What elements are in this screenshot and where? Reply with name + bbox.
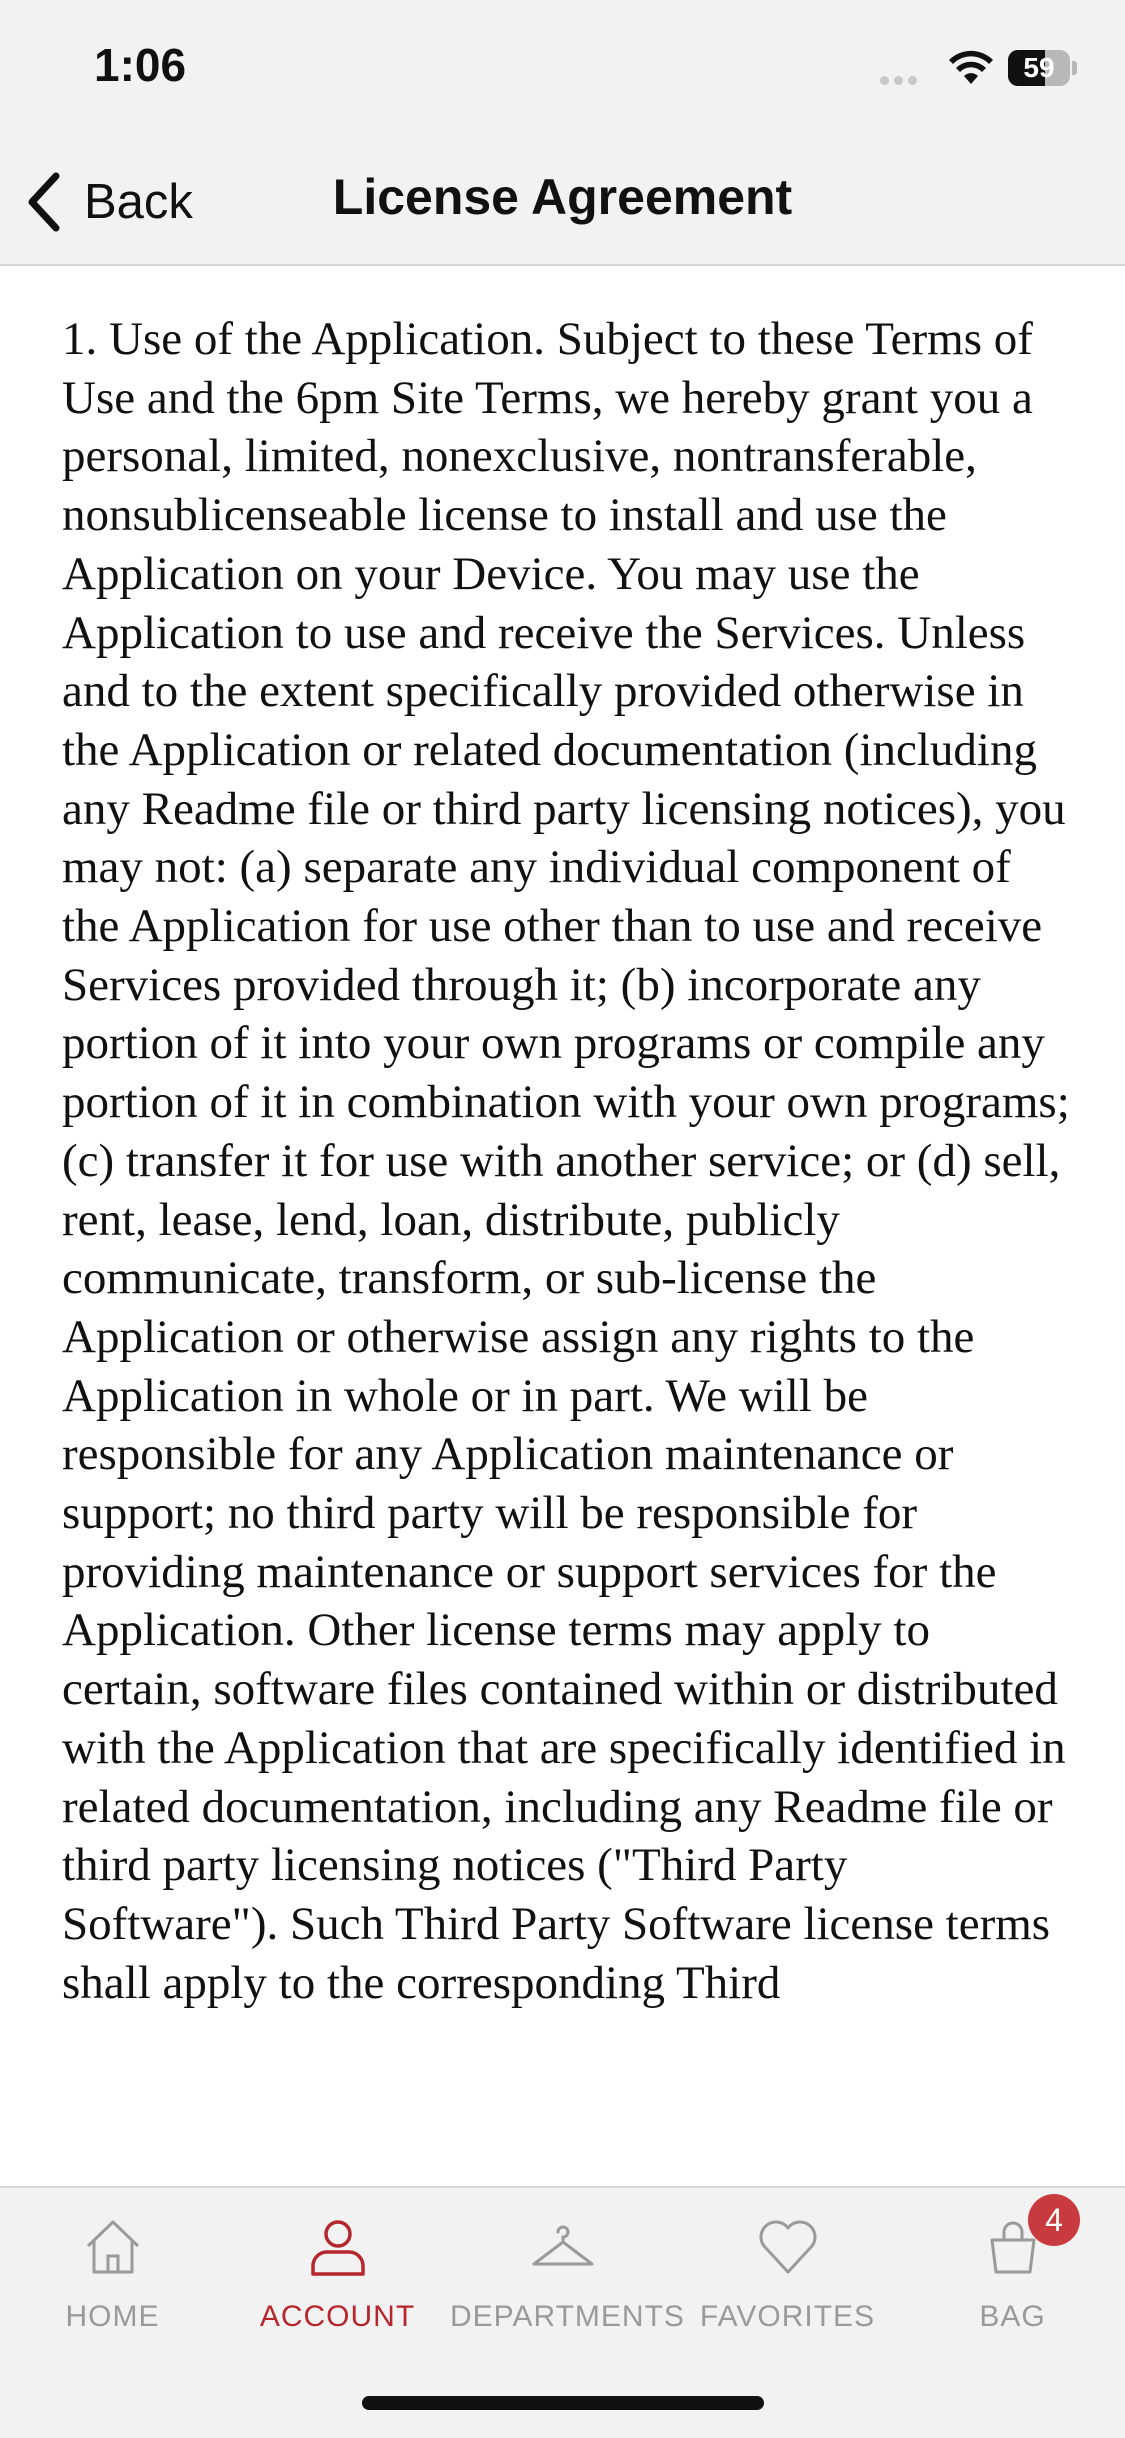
account-icon	[305, 2214, 371, 2280]
hanger-icon	[530, 2214, 596, 2280]
license-content[interactable]	[0, 266, 1125, 2186]
tab-favorites-label: FAVORITES	[699, 2300, 876, 2333]
tab-bag-label: BAG	[979, 2300, 1046, 2333]
wifi-icon	[948, 50, 994, 86]
license-text: 1. Use of the Application. Subject to these Terms of Use and the 6pm Site Terms, we hereby grant you a personal, limited, nonexclusive, nontransferable, nonsublicenseable license to install and use the Application on your Device. You may use the Application to use and receive the Services. Unless and to the extent specifically provided otherwise in the Application or related documentation (including any Readme file or third party licensing notices), you may not: (a) separate any individual component of the Application for use other than to use and receive Services provided through it; (b) incorporate any portion of it into your own programs or compile any portion of it in combination with your own programs; (c) transfer it for use with another service; or (d) sell, rent, lease, lend, loan, distribute, publicly communicate, transform, or sub-license the Application or otherwise assign any rights to the Application in whole or in part. We will be responsible for any Application maintenance or support; no third party will be responsible for providing maintenance or support services for the Application. Other license terms may apply to certain, software files contained within or distributed with the Application that are specifically identified in related documentation, including any Readme file or third party licensing notices ("Third Party Software"). Such Third Party Software license terms shall apply to the corresponding Third	[62, 313, 1070, 2009]
heart-icon	[755, 2214, 821, 2280]
tab-home-label: HOME	[65, 2300, 160, 2333]
bag-count-badge: 4	[1028, 2194, 1080, 2246]
back-label: Back	[84, 175, 193, 229]
navigation-bar	[0, 140, 1125, 266]
tab-home[interactable]	[0, 2214, 225, 2344]
status-time: 1:06	[94, 39, 187, 91]
tab-departments-label: DEPARTMENTS	[450, 2300, 685, 2333]
cellular-signal-icon	[880, 72, 936, 82]
tab-account[interactable]	[225, 2214, 450, 2344]
page-title: License Agreement	[332, 169, 793, 225]
tab-favorites[interactable]	[675, 2214, 900, 2344]
tab-departments[interactable]	[450, 2214, 685, 2344]
battery-icon	[1008, 50, 1076, 86]
home-icon	[80, 2214, 146, 2280]
tab-bag[interactable]	[900, 2202, 1125, 2344]
tab-account-label: ACCOUNT	[259, 2300, 416, 2333]
home-indicator	[362, 2396, 764, 2410]
status-bar	[0, 0, 1125, 140]
battery-level: 59	[1023, 52, 1055, 83]
